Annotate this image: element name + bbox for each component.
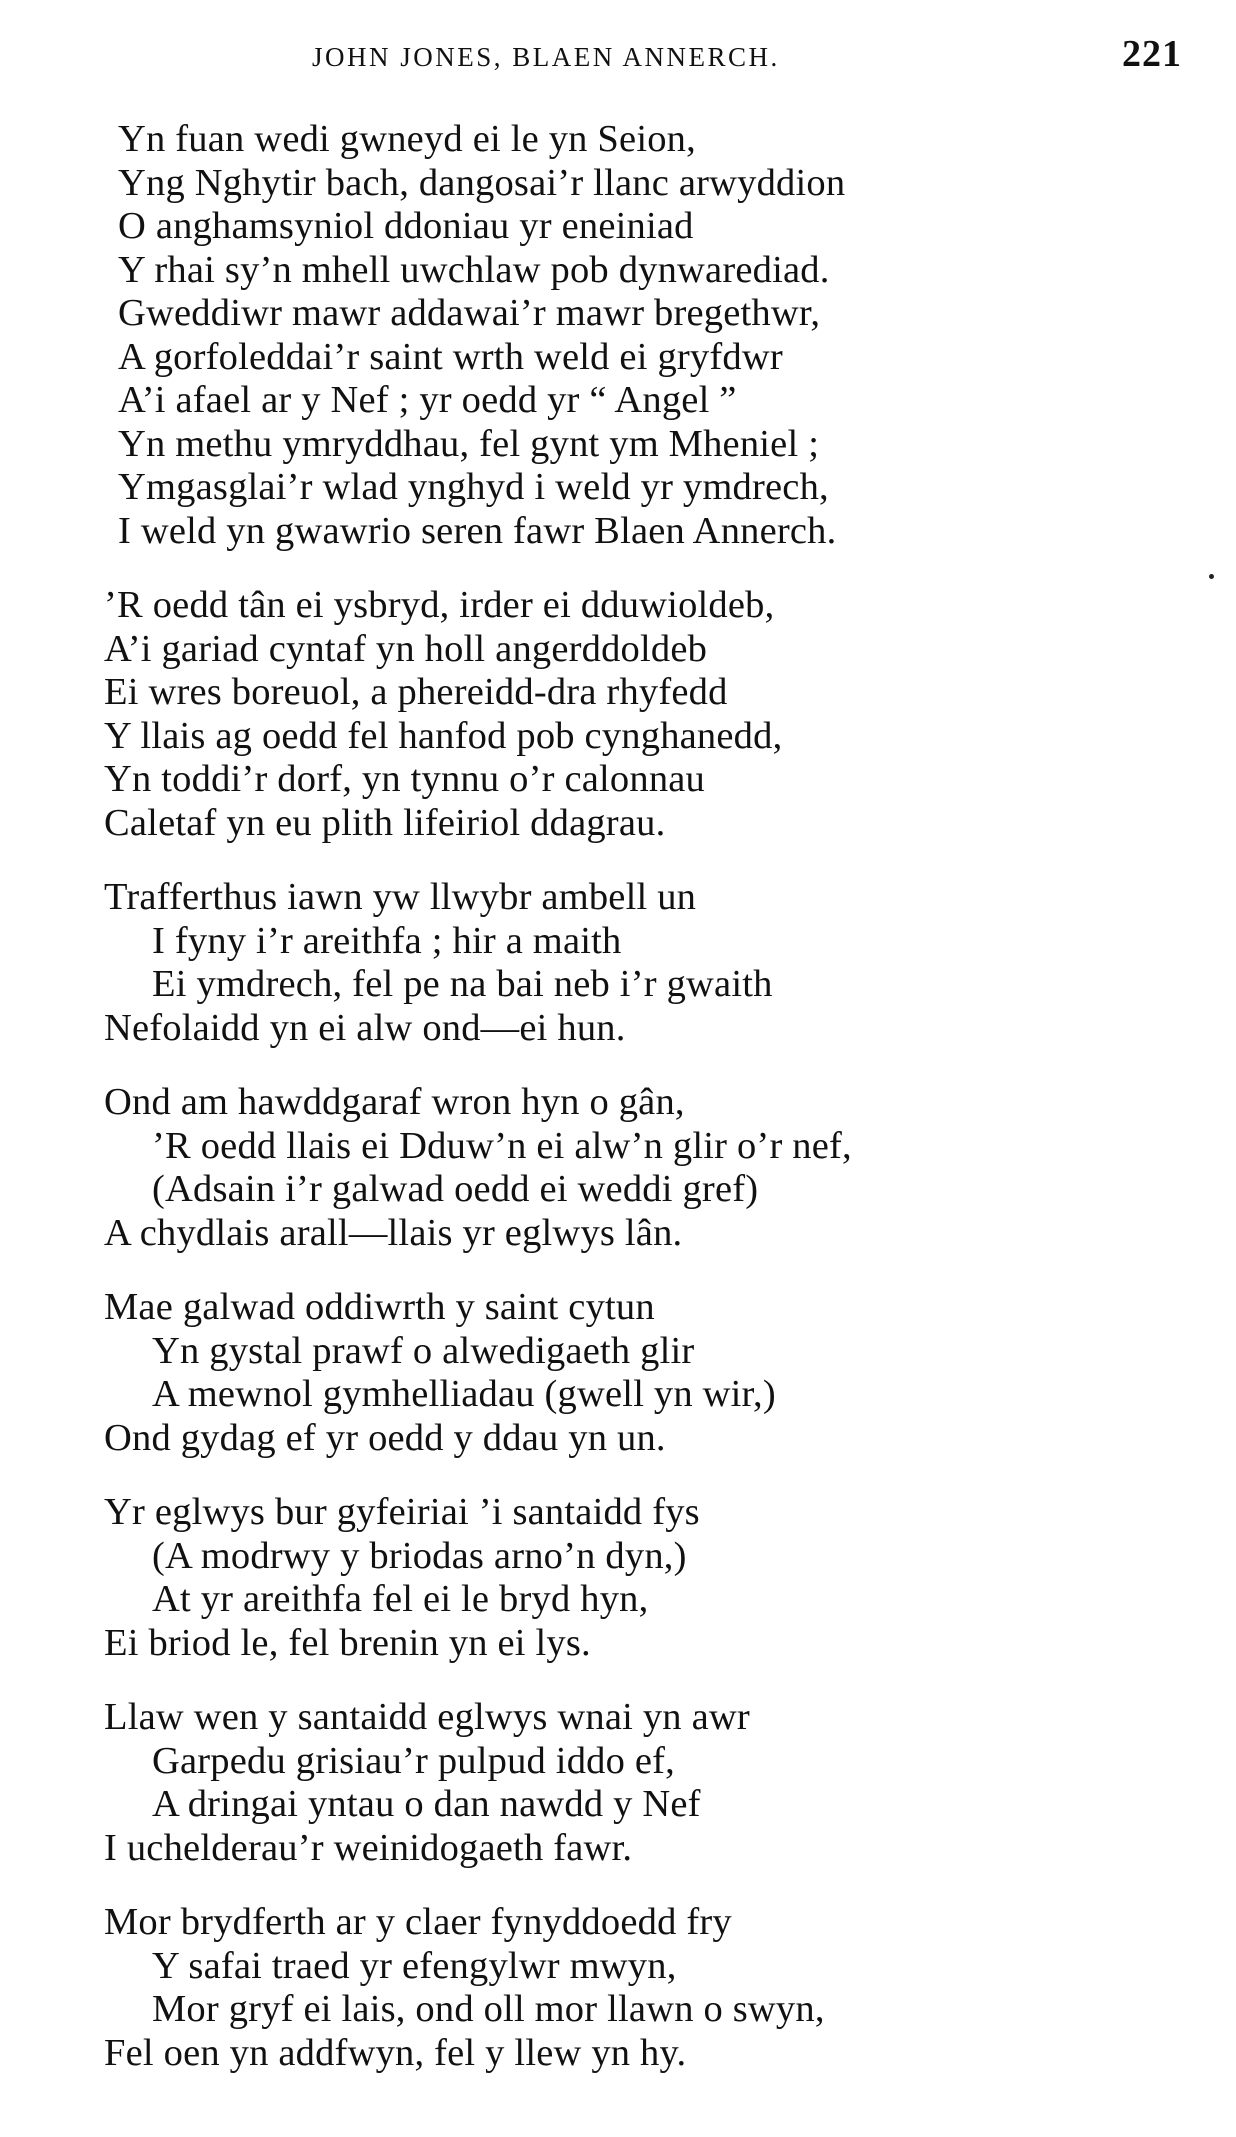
stray-ink-dot [1209,574,1214,579]
poem-line: ’R oedd llais ei Dduw’n ei alw’n glir o’r nef, [152,1124,852,1167]
page-number: 221 [1122,33,1182,75]
poem-line: Caletaf yn eu plith lifeiriol ddagrau. [104,801,666,844]
poem-line: Ymgasglai’r wlad ynghyd i weld yr ymdrech, [118,466,829,508]
poem-line: Ond gydag ef yr oedd y ddau yn un. [104,1416,666,1459]
poem-line: A’i gariad cyntaf yn holl angerddoldeb [104,627,708,670]
poem-line: Garpedu grisiau’r pulpud iddo ef, [152,1739,676,1782]
poem-line: A gorfoleddai’r saint wrth weld ei gryfdwr [118,335,783,378]
poem-line: Y rhai sy’n mhell uwchlaw pob dynwarediad. [118,248,830,291]
poem-line: Gweddiwr mawr addawai’r mawr bregethwr, [118,292,821,334]
poem-line: Mae galwad oddiwrth y saint cytun [104,1286,655,1328]
poem-line: Fel oen yn addfwyn, fel y llew yn hy. [104,2031,687,2074]
stanza [104,1696,1164,1870]
running-title: JOHN JONES, BLAEN ANNERCH. [312,42,780,72]
poem-line: Yn toddi’r dorf, yn tynnu o’r calonnau [104,758,706,800]
poem-line: ’R oedd tân ei ysbryd, irder ei dduwioldeb, [104,584,775,626]
poem-line: A’i afael ar y Nef ; yr oedd yr “ Angel ” [118,379,737,421]
poem-line: Ei briod le, fel brenin yn ei lys. [104,1621,591,1664]
poem-line: Ond am hawddgaraf wron hyn o gân, [104,1081,685,1123]
poem-line: Ei wres boreuol, a phereidd-dra rhyfedd [104,671,728,713]
poem-line: I weld yn gwawrio seren fawr Blaen Annerch. [118,509,837,552]
poem-line: I fyny i’r areithfa ; hir a maith [152,919,622,962]
stanza [104,584,1164,845]
stanza [104,118,1164,553]
poem-line: Y llais ag oedd fel hanfod pob cynghanedd, [104,714,783,757]
poem-line: Y safai traed yr efengylwr mwyn, [152,1944,677,1987]
poem-line: At yr areithfa fel ei le bryd hyn, [152,1578,649,1620]
poem-line: Yn methu ymryddhau, fel gynt ym Mheniel ; [118,422,820,465]
poem-line: A dringai yntau o dan nawdd y Nef [152,1783,701,1825]
poem-line: Mor brydferth ar y claer fynyddoedd fry [104,1901,732,1943]
stanza [104,876,1164,1050]
poem-line: Trafferthus iawn yw llwybr ambell un [104,876,697,918]
poem-line: (Adsain i’r galwad oedd ei weddi gref) [152,1168,759,1210]
stanza [104,1901,1164,2075]
running-head [0,32,1236,82]
poem-line: (A modrwy y briodas arno’n dyn,) [152,1534,687,1577]
poem-line: Yr eglwys bur gyfeiriai ’i santaidd fys [104,1491,700,1533]
poem-line: Ei ymdrech, fel pe na bai neb i’r gwaith [152,963,773,1005]
poem [104,118,1164,2106]
stanza [104,1286,1164,1460]
poem-line: I uchelderau’r weinidogaeth fawr. [104,1826,633,1869]
poem-line: A chydlais arall—llais yr eglwys lân. [104,1211,683,1254]
poem-line: Yn gystal prawf o alwedigaeth glir [152,1329,695,1372]
poem-line: Yng Nghytir bach, dangosai’r llanc arwyddion [118,161,846,204]
poem-line: Yn fuan wedi gwneyd ei le yn Seion, [118,118,696,160]
poem-line: O anghamsyniol ddoniau yr eneiniad [118,205,694,247]
stanza [104,1491,1164,1665]
poem-line: A mewnol gymhelliadau (gwell yn wir,) [152,1373,776,1415]
poem-line: Llaw wen y santaidd eglwys wnai yn awr [104,1696,750,1738]
poem-line: Mor gryf ei lais, ond oll mor llawn o swyn, [152,1988,825,2030]
stanza [104,1081,1164,1255]
poem-line: Nefolaidd yn ei alw ond—ei hun. [104,1006,626,1049]
